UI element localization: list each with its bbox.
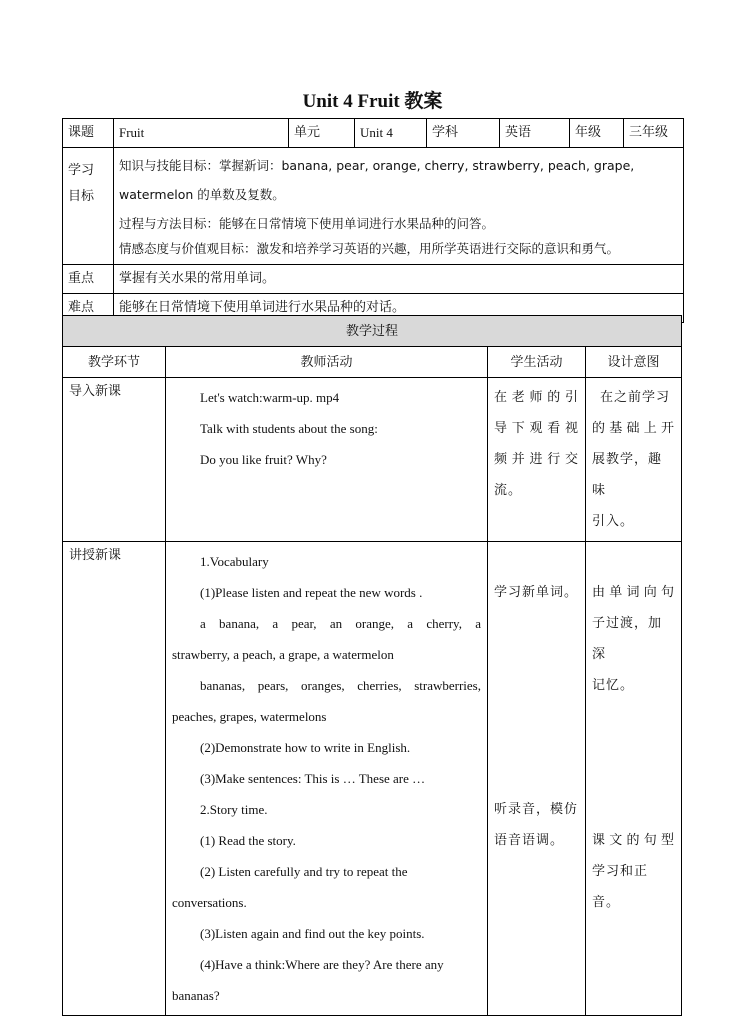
stage-new-lesson: 讲授新课 [63, 542, 166, 1016]
stage-intro: 导入新课 [63, 378, 166, 542]
difficult-value: 能够在日常情境下使用单词进行水果品种的对话。 [114, 294, 684, 323]
key-label: 重点 [63, 265, 114, 294]
grade-label: 年级 [570, 119, 624, 148]
design-intent-new-lesson: 由单词向句 子过渡，加深 记忆。 课文的句型 学习和正音。 [586, 542, 682, 1016]
difficult-label: 难点 [63, 294, 114, 323]
teacher-activity-new-lesson: 1.Vocabulary (1)Please listen and repeat the new words . a banana, a pear, an orange, a cherry, a strawberry, a peach, a grape, a watermelon bananas, pears, oranges, cherries, strawberries, peaches, grapes, watermelons (2)Demonstrate how to write in English. (3)Make sentences: This is … These are … 2.Story time. (1) Read the story. (2) Listen carefully and try to repeat the conversations. (3)Listen again and find out the key points. (4)Have a think:Where are they? Are there any bananas? [166, 542, 488, 1016]
unit-label: 单元 [289, 119, 355, 148]
topic-label: 课题 [63, 119, 114, 148]
page-title: Unit 4 Fruit 教案 [302, 91, 443, 112]
key-value: 掌握有关水果的常用单词。 [114, 265, 684, 294]
goal-attitude: 情感态度与价值观目标：激发和培养学习英语的兴趣，用所学英语进行交际的意识和勇气。 [119, 241, 620, 256]
col-design: 设计意图 [586, 347, 682, 378]
process-table [62, 315, 682, 1016]
process-heading: 教学过程 [63, 316, 682, 347]
teacher-activity-intro: Let's watch:warm-up. mp4 Talk with students about the song: Do you like fruit? Why? [166, 378, 488, 542]
goal-knowledge: 知识与技能目标：掌握新词：banana, pear, orange, cherry, strawberry, peach, grape, [119, 158, 635, 173]
student-activity-new-lesson: 学习新单词。 听录音，模仿 语音语调。 [488, 542, 586, 1016]
goals-label: 学习 目标 [63, 148, 114, 265]
info-table [62, 118, 684, 323]
goals-content [114, 148, 684, 265]
goal-knowledge-cont: watermelon 的单数及复数。 [119, 187, 285, 202]
goal-process: 过程与方法目标：能够在日常情境下使用单词进行水果品种的问答。 [119, 216, 495, 231]
col-student: 学生活动 [488, 347, 586, 378]
topic-value: Fruit [114, 119, 289, 148]
subject-value: 英语 [500, 119, 570, 148]
col-stage: 教学环节 [63, 347, 166, 378]
grade-value: 三年级 [624, 119, 684, 148]
subject-label: 学科 [427, 119, 500, 148]
col-teacher: 教师活动 [166, 347, 488, 378]
unit-value: Unit 4 [355, 119, 427, 148]
student-activity-intro: 在老师的引 导下观看视 频并进行交 流。 [488, 378, 586, 542]
design-intent-intro: 在之前学习 的基础上开 展教学，趣味 引入。 [586, 378, 682, 542]
